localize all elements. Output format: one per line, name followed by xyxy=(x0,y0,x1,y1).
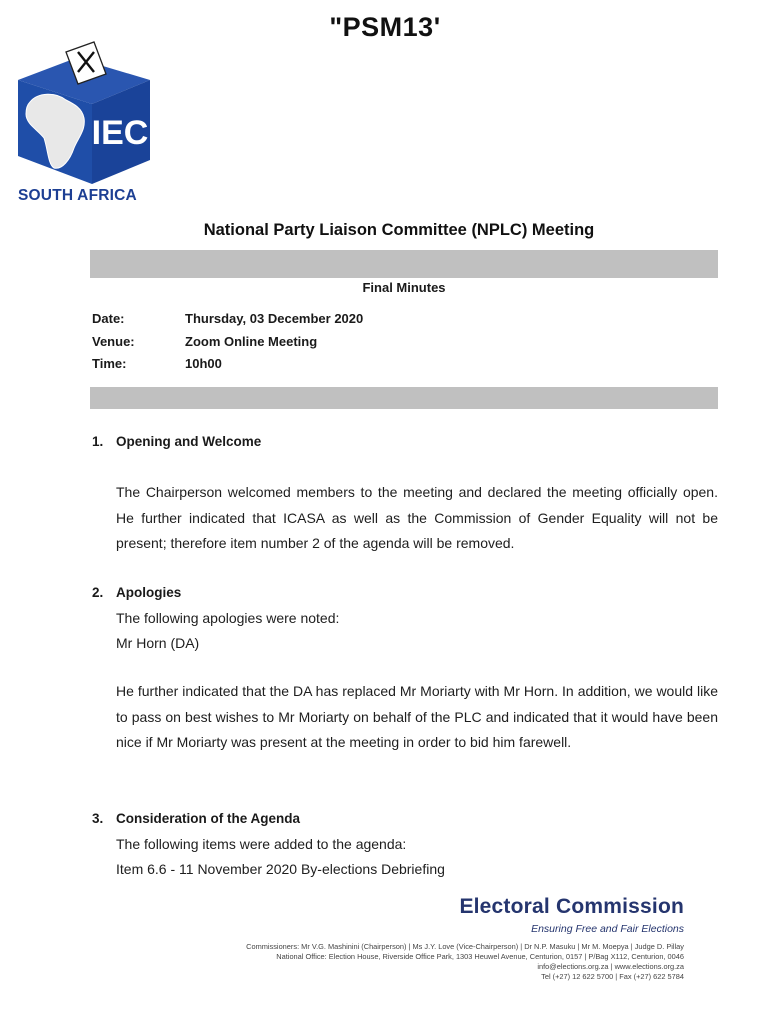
logo-caption: SOUTH AFRICA xyxy=(18,187,137,204)
section-1-title: Opening and Welcome xyxy=(116,434,262,449)
section-2-paragraph: He further indicated that the DA has replaced Mr Moriarty with Mr Horn. In addition, we would like to pass on best wishes to Mr Moriarty on behalf of the PLC and indicated that it would have been nice if Mr Moriarty was present at the meeting in order to bid him farewell. xyxy=(116,683,718,750)
document-reference: "PSM13' xyxy=(329,12,441,42)
meta-value-venue: Zoom Online Meeting xyxy=(185,334,318,349)
logo-box-text: IEC xyxy=(91,114,149,152)
meta-label-date: Date: xyxy=(92,311,125,326)
section-1-paragraph: The Chairperson welcomed members to the meeting and declared the meeting officially open. He further indicated that ICASA as well as the Commission of Gender Equality will not be present; therefore item number 2 of the agenda will be removed. xyxy=(116,484,718,551)
footer-phone: Tel (+27) 12 622 5700 | Fax (+27) 622 5784 xyxy=(541,972,684,981)
footer-office-address: National Office: Election House, Riverside Office Park, 1303 Heuwel Avenue, Centurion, 0157 | P/Bag X112, Centurion, 0046 xyxy=(276,952,684,961)
footer-contact-links: info@elections.org.za | www.elections.org.za xyxy=(537,962,684,971)
section-2-title: Apologies xyxy=(116,585,182,600)
footer-commissioners: Commissioners: Mr V.G. Mashinini (Chairperson) | Ms J.Y. Love (Vice-Chairperson) | Dr N.P. Masuku | Mr M. Moepya | Judge D. Pillay xyxy=(246,942,684,951)
section-2-line-2: Mr Horn (DA) xyxy=(116,635,200,651)
section-3-line-2: Item 6.6 - 11 November 2020 By-elections Debriefing xyxy=(116,861,445,877)
meeting-title: National Party Liaison Committee (NPLC) Meeting xyxy=(203,221,595,239)
section-3-line-1: The following items were added to the agenda: xyxy=(116,836,407,852)
footer-tagline: Ensuring Free and Fair Elections xyxy=(531,923,684,935)
section-2-number: 2. xyxy=(92,585,104,600)
meta-label-time: Time: xyxy=(92,356,127,371)
meta-label-venue: Venue: xyxy=(92,334,135,349)
meta-value-time: 10h00 xyxy=(185,356,222,371)
divider-bar-top xyxy=(90,250,718,278)
section-2-line-1: The following apologies were noted: xyxy=(116,610,340,626)
section-1-number: 1. xyxy=(92,434,104,449)
meta-value-date: Thursday, 03 December 2020 xyxy=(185,311,364,326)
minutes-label: Final Minutes xyxy=(362,280,446,295)
divider-bar-bottom xyxy=(90,387,718,409)
footer-org-name: Electoral Commission xyxy=(459,895,684,918)
section-3-number: 3. xyxy=(92,811,104,826)
section-3-title: Consideration of the Agenda xyxy=(116,811,301,826)
iec-logo xyxy=(14,38,154,208)
